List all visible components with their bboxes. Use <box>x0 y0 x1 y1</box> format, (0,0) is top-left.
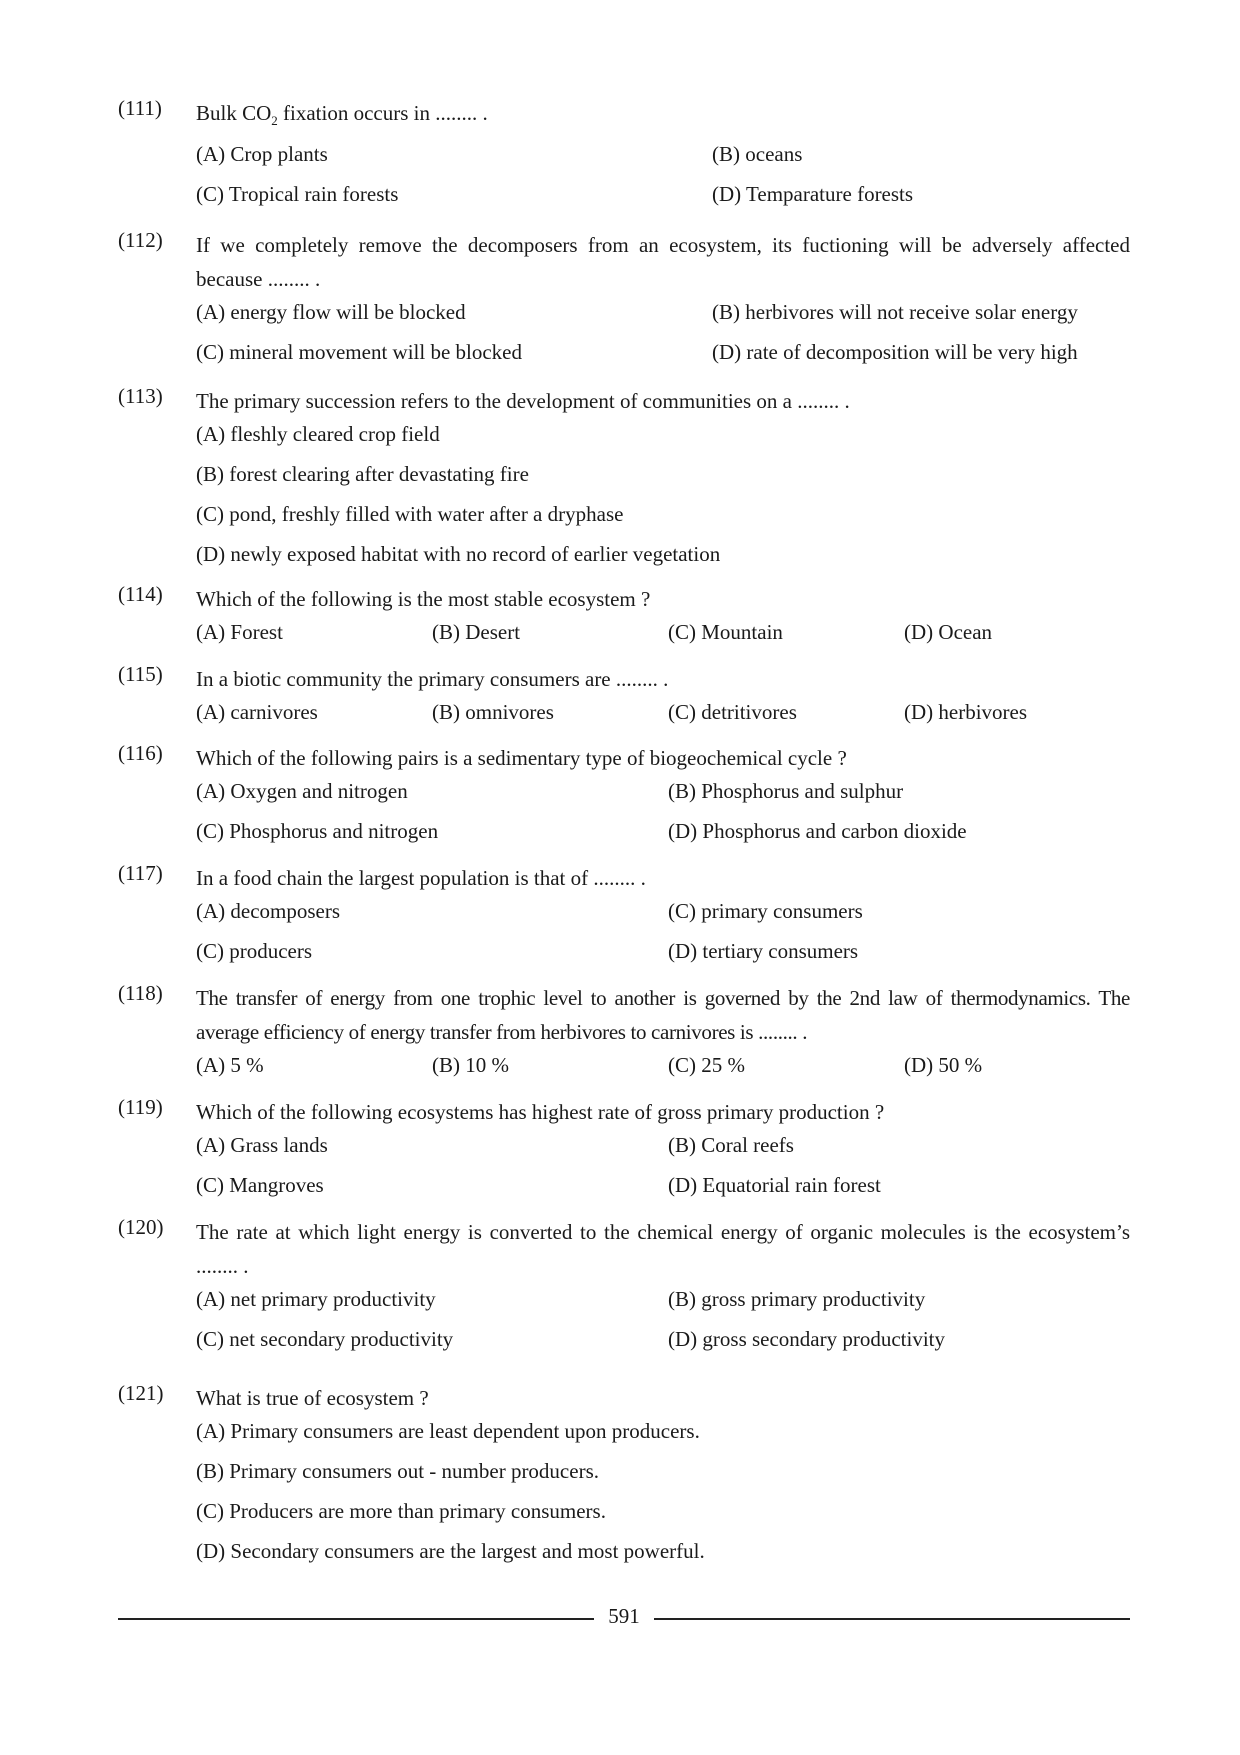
page-number: 591 <box>608 1604 640 1628</box>
question-120 <box>118 1215 1130 1363</box>
question-118 <box>118 981 1130 1089</box>
question-number: (112) <box>118 228 163 252</box>
option-b: (B) herbivores will not receive solar energy <box>712 300 1078 324</box>
option-c: (C) producers <box>196 939 313 963</box>
options <box>196 418 1130 578</box>
option-b: (B) oceans <box>712 142 803 167</box>
question-111 <box>118 96 1130 218</box>
option-b: (C) primary consumers <box>668 899 863 923</box>
footer-rule-right <box>654 1618 1130 1620</box>
question-stem: In a biotic community the primary consumers are ........ . <box>196 667 669 691</box>
question-stem: Which of the following ecosystems has highest rate of gross primary production ? <box>196 1100 885 1124</box>
option-c: (C) Producers are more than primary consumers. <box>196 1499 606 1523</box>
question-117 <box>118 861 1130 975</box>
option-b: (B) omnivores <box>432 700 554 724</box>
page-footer <box>118 1598 1130 1638</box>
option-d: (D) rate of decomposition will be very high <box>712 340 1078 364</box>
option-b: (B) Phosphorus and sulphur <box>668 779 904 803</box>
option-a: (A) carnivores <box>196 700 318 724</box>
question-number: (118) <box>118 981 163 1005</box>
question-number: (120) <box>118 1215 164 1239</box>
question-116 <box>118 741 1130 855</box>
option-b: (B) Primary consumers out - number producers. <box>196 1459 599 1483</box>
footer-rule-left <box>118 1618 594 1620</box>
question-119 <box>118 1095 1130 1209</box>
option-d: (D) tertiary consumers <box>668 939 859 963</box>
option-d: (D) Equatorial rain forest <box>668 1173 881 1197</box>
option-d: (D) gross secondary productivity <box>668 1327 946 1351</box>
option-c: (C) 25 % <box>668 1053 745 1077</box>
option-d: (D) Secondary consumers are the largest and most powerful. <box>196 1539 705 1563</box>
option-a: (A) fleshly cleared crop field <box>196 422 440 446</box>
option-a: (A) 5 % <box>196 1053 264 1077</box>
option-a: (A) Oxygen and nitrogen <box>196 779 408 803</box>
option-a: (A) Primary consumers are least dependent upon producers. <box>196 1419 700 1443</box>
option-a: (A) energy flow will be blocked <box>196 300 466 324</box>
question-115 <box>118 662 1130 736</box>
question-stem: The primary succession refers to the development of communities on a ........ . <box>196 389 850 413</box>
options <box>196 775 1130 855</box>
question-number: (121) <box>118 1381 164 1405</box>
options <box>196 616 1130 656</box>
option-c: (C) Tropical rain forests <box>196 182 399 207</box>
options <box>196 1049 1130 1089</box>
option-c: (C) Phosphorus and nitrogen <box>196 819 439 843</box>
question-number: (111) <box>118 96 162 120</box>
option-d: (D) Temparature forests <box>712 182 914 207</box>
question-113 <box>118 384 1130 578</box>
option-b: (B) Coral reefs <box>668 1133 794 1157</box>
question-stem: The transfer of energy from one trophic level to another is governed by the 2nd law of thermodynamics. The average efficiency of energy transfer from herbivores to carnivores is ........ . <box>196 986 1130 1044</box>
question-stem: If we completely remove the decomposers from an ecosystem, its fuctioning will be adversely affected because ........ . <box>196 233 1130 291</box>
option-a: (A) net primary productivity <box>196 1287 436 1311</box>
option-b: (B) Desert <box>432 620 521 644</box>
question-stem: Which of the following pairs is a sedimentary type of biogeochemical cycle ? <box>196 746 847 770</box>
option-d: (D) 50 % <box>904 1053 983 1077</box>
question-stem: What is true of ecosystem ? <box>196 1386 429 1410</box>
options <box>196 1415 1130 1575</box>
option-b: (B) 10 % <box>432 1053 509 1077</box>
option-c: (C) Mangroves <box>196 1173 324 1197</box>
option-d: (D) herbivores <box>904 700 1028 724</box>
question-stem: The rate at which light energy is converted to the chemical energy of organic molecules is the ecosystem’s ........ . <box>196 1220 1130 1278</box>
option-d: (D) newly exposed habitat with no record of earlier vegetation <box>196 542 721 566</box>
options <box>196 138 1130 218</box>
question-number: (119) <box>118 1095 163 1119</box>
option-d: (D) Phosphorus and carbon dioxide <box>668 819 967 843</box>
question-stem: Bulk $CO_2$ fixation occurs in ........ . <box>196 101 488 129</box>
option-a: (A) Forest <box>196 620 283 644</box>
option-b: (B) gross primary productivity <box>668 1287 926 1311</box>
option-b: (B) forest clearing after devastating fire <box>196 462 529 486</box>
question-number: (113) <box>118 384 163 408</box>
option-c: (C) detritivores <box>668 700 797 724</box>
question-number: (117) <box>118 861 163 885</box>
option-a: (A) Crop plants <box>196 142 328 167</box>
question-112 <box>118 228 1130 376</box>
question-number: (116) <box>118 741 163 765</box>
option-a: (A) Grass lands <box>196 1133 328 1157</box>
options <box>196 1283 1130 1363</box>
question-number: (115) <box>118 662 163 686</box>
option-c: (C) net secondary productivity <box>196 1327 454 1351</box>
options <box>196 696 1130 736</box>
options <box>196 1129 1130 1209</box>
option-c: (C) Mountain <box>668 620 783 644</box>
options <box>196 895 1130 975</box>
option-a: (A) decomposers <box>196 899 341 923</box>
option-c: (C) pond, freshly filled with water after a dryphase <box>196 502 624 526</box>
question-number: (114) <box>118 582 163 606</box>
option-c: (C) mineral movement will be blocked <box>196 340 522 364</box>
option-d: (D) Ocean <box>904 620 993 644</box>
question-114 <box>118 582 1130 656</box>
question-stem: In a food chain the largest population is that of ........ . <box>196 866 646 890</box>
question-121 <box>118 1381 1130 1575</box>
question-stem: Which of the following is the most stable ecosystem ? <box>196 587 651 611</box>
options <box>196 296 1130 376</box>
